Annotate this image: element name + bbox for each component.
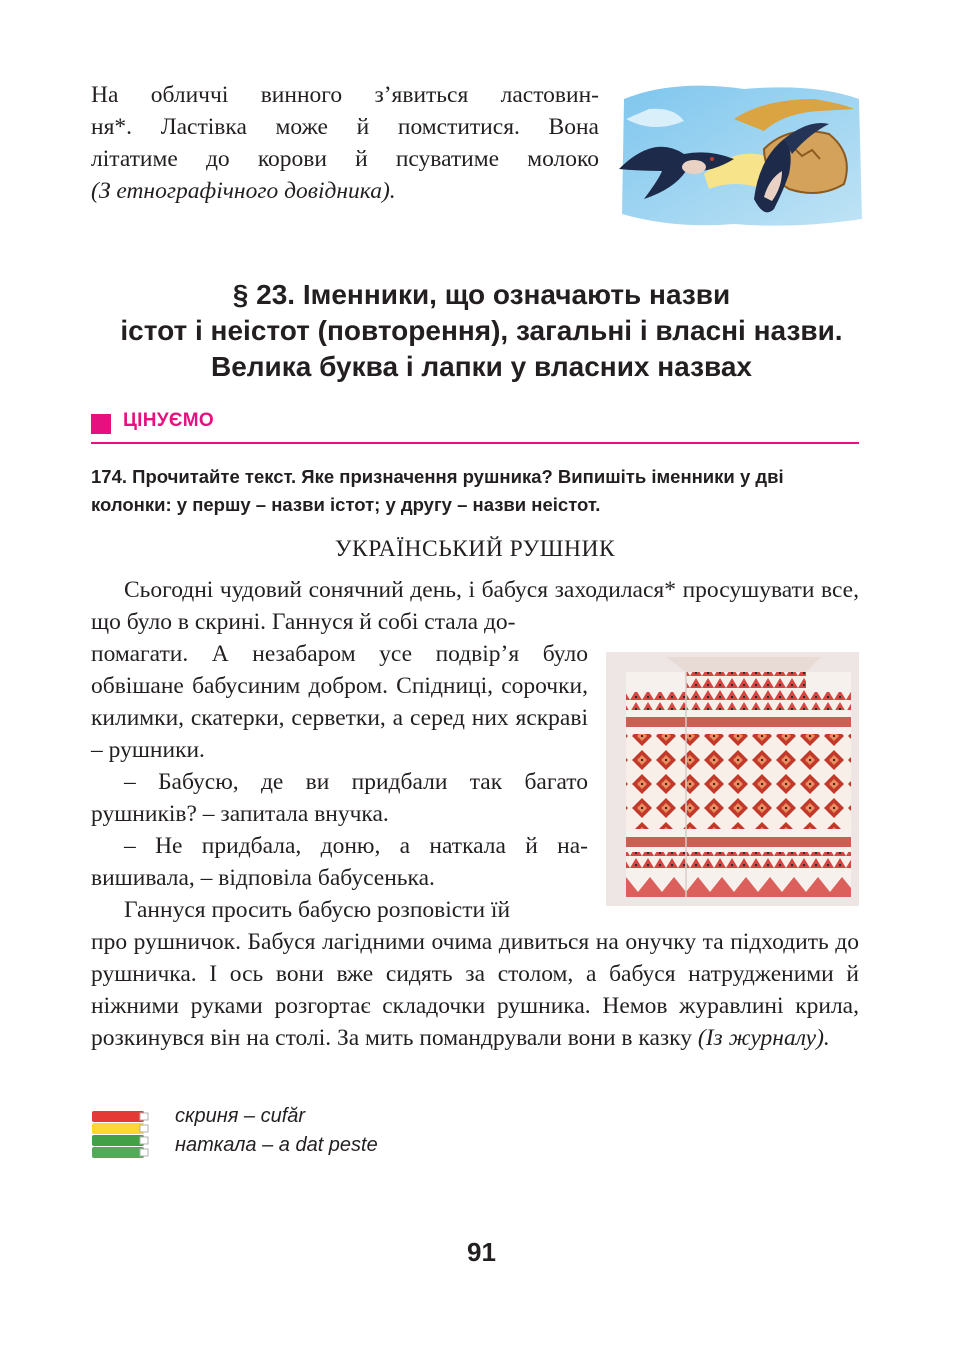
heading-line-3: Велика буква і лапки у власних назвах xyxy=(210,351,753,382)
embroidered-towel-photo xyxy=(606,652,859,906)
task-number: 174. xyxy=(91,466,128,487)
story-p1-rest: помагати. А незабаром усе подвір’я було обвішане бабусиним добром. Спідниці, сорочки, килимки, скатерки, серветки, а серед них яскраві – рушники. xyxy=(91,641,588,763)
story-p2: – Бабусю, де ви придбали так багато рушників? – запитала внучка. xyxy=(91,769,588,827)
story-p4-start: Ганнуся просить бабусю розповісти їй xyxy=(124,897,511,923)
story-p4-rest-text: про рушничок. Бабуся лагідними очима дивиться на онучку та підходить до рушничка. І ось вони вже сидять за столом, а бабуся натрудженими й ніжними руками розгортає складочки рушника. Немов журавлині крила, розкинувся він на столі. За мить помандрували вони в казку xyxy=(91,929,859,1051)
story-p4-rest xyxy=(91,926,859,1054)
task-174 xyxy=(91,463,859,519)
heading-line-2: істот і неістот (повторення), загальні і власні назви. xyxy=(120,315,843,346)
intro-line-2: ня*. Ластівка може й помститися. Вона xyxy=(91,114,599,140)
story-p1-start: Сьогодні чудовий сонячний день, і бабуся заходилася* просушувати все, що було в скрині. Ганнуся й собі стала до- xyxy=(91,577,859,635)
vocab-entry-2: наткала – a dat peste xyxy=(175,1134,378,1156)
heading-line-1: § 23. Іменники, що означають назви xyxy=(232,279,731,310)
task-text: Прочитайте текст. Яке призначення рушника? Випишіть іменники у дві колонки: у першу – назви істот; у другу – назви неістот. xyxy=(91,466,784,515)
story-title: УКРАЇНСЬКИЙ РУШНИК xyxy=(334,536,616,562)
intro-line-1: На обличчі винного з’явиться ластовин- xyxy=(91,82,599,108)
story-paragraph-1-wide xyxy=(91,574,859,638)
intro-paragraph xyxy=(91,79,599,207)
section-square-icon xyxy=(91,414,111,434)
swallows-nest-illustration xyxy=(614,79,864,229)
page-number: 91 xyxy=(467,1237,496,1267)
story-source: (Із журналу). xyxy=(697,1025,830,1051)
story-p3: – Не придбала, доню, а наткала й навишивала, – відповіла бабусенька. xyxy=(91,833,588,891)
section-label: ЦІНУЄМО xyxy=(123,410,214,431)
vocabulary-list xyxy=(175,1102,378,1160)
intro-line-3: літатиме до корови й псуватиме молоко xyxy=(91,146,599,172)
section-bar xyxy=(91,408,859,444)
vocab-entry-1: скриня – cufăr xyxy=(175,1105,306,1127)
intro-source: (З етнографічного довідника). xyxy=(91,178,396,204)
section-heading xyxy=(60,277,903,385)
books-stack-icon xyxy=(90,1109,152,1163)
story-paragraph-4-wide xyxy=(91,926,859,1054)
story-narrow-column xyxy=(91,638,588,926)
